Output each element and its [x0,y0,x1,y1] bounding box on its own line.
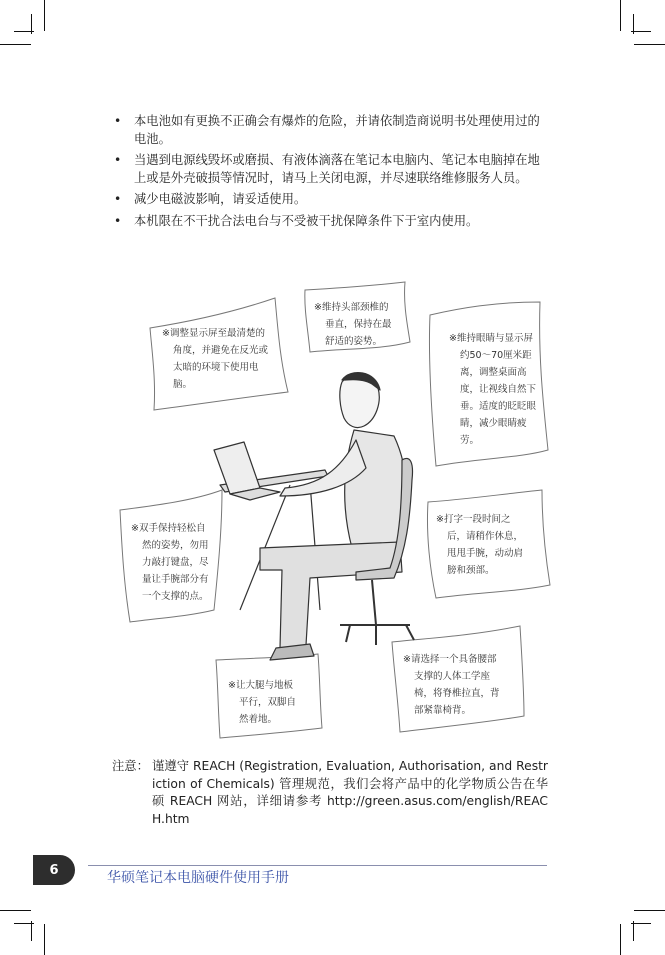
tip-eyes: ※维持眼睛与显示屏 约50～70厘米距 离，调整桌面高 度，让视线自然下 垂。适度的眨眨眼 睛，减少眼睛疲 劳。 [449,333,537,446]
tip-legs: ※让大腿与地板 平行，双脚自 然着地。 [228,680,297,725]
person-legs [260,542,402,648]
reach-note [112,758,548,828]
tip-hands: ※双手保持轻松自 然的姿势，勿用 力敲打键盘，尽 量让手腕部分有 一个支撑的点。 [131,523,209,602]
list-item: • 减少电磁波影响，请妥适使用。 [114,192,307,206]
note-text: 谨遵守 REACH (Registration, Evaluation, Authorisation, and Restriction of Chemicals) 管理规范，我们会将产品中的化学物质公告在华硕 REACH 网站，详细请参考 http://green.asus.com/english/REACH.htm [152,759,548,826]
list-item: • 当遇到电源线毁坏或磨损、有液体滴落在笔记本电脑内、笔记本电脑掉在地上或是外壳破损等情况时，请马上关闭电源，并尽速联络维修服务人员。 [114,153,540,185]
tip-rest: ※打字一段时间之 后，请稍作休息， 甩甩手腕，动动肩 膀和颈部。 [436,514,524,576]
desk-figure [214,373,414,660]
tip-neck: ※维持头部颈椎的 垂直，保持在最 舒适的姿势。 [314,302,392,347]
footer-divider [88,865,547,866]
footer-title: 华硕笔记本电脑硬件使用手册 [107,870,289,886]
list-item: • 本电池如有更换不正确会有爆炸的危险，并请依制造商说明书处理使用过的电池。 [114,114,540,146]
safety-bullet-list [112,113,552,234]
page-number: 6 [33,855,75,885]
tip-display: ※调整显示屏至最清楚的 角度，并避免在反光或 太暗的环境下使用电 脑。 [162,328,269,390]
tip-chair: ※请选择一个具备腰部 支撑的人体工学座 椅，将脊椎拉直，背 部紧靠椅背。 [403,654,500,716]
list-item: • 本机限在不干扰合法电台与不受被干扰保障条件下于室内使用。 [114,213,479,228]
note-label: 注意： [112,759,149,773]
